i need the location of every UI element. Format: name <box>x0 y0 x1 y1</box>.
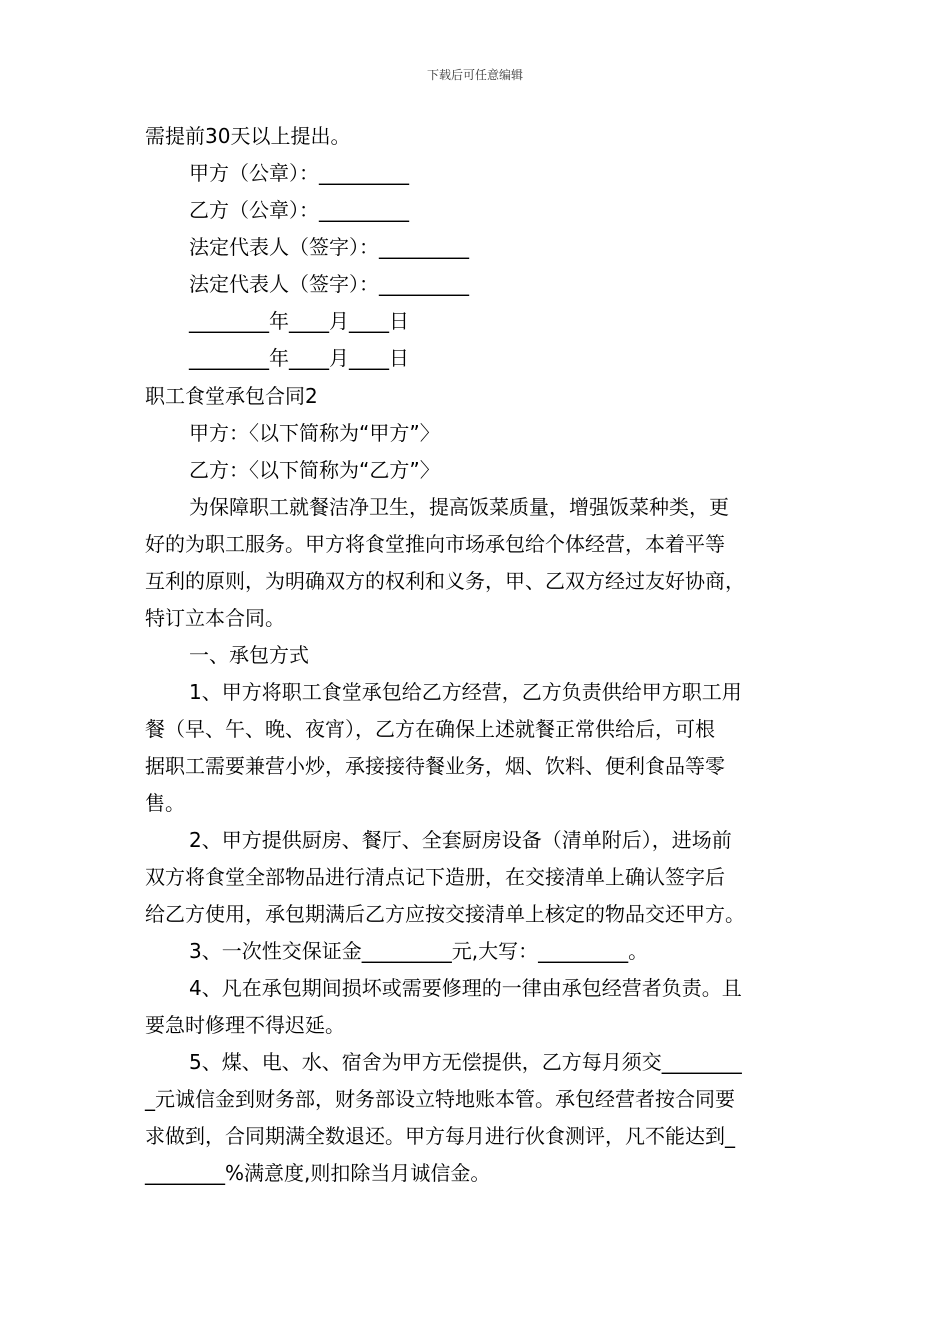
text-line: 2、甲方提供厨房、餐厅、全套厨房设备（清单附后），进场前 <box>189 828 732 852</box>
text-line: 给乙方使用，承包期满后乙方应按交接清单上核定的物品交还甲方。 <box>145 902 745 926</box>
section-title: 职工食堂承包合同2 <box>145 384 318 408</box>
text-line: ________年____月____日 <box>189 346 409 370</box>
text-line: 法定代表人（签字）：_________ <box>189 272 469 296</box>
text-line: 据职工需要兼营小炒，承接接待餐业务，烟、饮料、便利食品等零 <box>145 754 725 778</box>
text-line: 互利的原则，为明确双方的权利和义务，甲、乙双方经过友好协商， <box>145 569 745 593</box>
text-line: 售。 <box>145 791 185 815</box>
text-line: 求做到，合同期满全数退还。甲方每月进行伙食测评，凡不能达到_ <box>145 1124 735 1148</box>
page-header: 下载后可任意编辑 <box>426 68 523 82</box>
text-line: 乙方（公章）：_________ <box>189 198 409 222</box>
text-line: 餐（早、午、晚、夜宵），乙方在确保上述就餐正常供给后，可根 <box>145 717 715 741</box>
text-line: 5、煤、电、水、宿舍为甲方无偿提供，乙方每月须交________ <box>189 1050 742 1074</box>
text-line: 特订立本合同。 <box>145 606 285 630</box>
clause-heading: 一、承包方式 <box>189 643 309 667</box>
text-line: 需提前30天以上提出。 <box>145 124 351 148</box>
text-line: 要急时修理不得迟延。 <box>145 1013 345 1037</box>
text-line: 为保障职工就餐洁净卫生，提高饭菜质量，增强饭菜种类，更 <box>189 495 729 519</box>
text-line: ________年____月____日 <box>189 309 409 333</box>
text-line: 法定代表人（签字）：_________ <box>189 235 469 259</box>
text-line: 4、凡在承包期间损坏或需要修理的一律由承包经营者负责。且 <box>189 976 742 1000</box>
text-line: 乙方：〈以下简称为“乙方”〉 <box>189 458 440 482</box>
text-line: 好的为职工服务。甲方将食堂推向市场承包给个体经营，本着平等 <box>145 532 725 556</box>
text-line: _元诚信金到财务部，财务部设立特地账本管。承包经营者按合同要 <box>145 1087 735 1111</box>
text-line: 1、甲方将职工食堂承包给乙方经营，乙方负责供给甲方职工用 <box>189 680 742 704</box>
text-line: 甲方（公章）：_________ <box>189 161 409 185</box>
text-line: 甲方：〈以下简称为“甲方”〉 <box>189 421 440 445</box>
text-line: 3、一次性交保证金_________元,大写：_________。 <box>189 939 649 963</box>
text-line: 双方将食堂全部物品进行清点记下造册，在交接清单上确认签字后 <box>145 865 725 889</box>
text-line: ________%满意度,则扣除当月诚信金。 <box>145 1161 491 1185</box>
